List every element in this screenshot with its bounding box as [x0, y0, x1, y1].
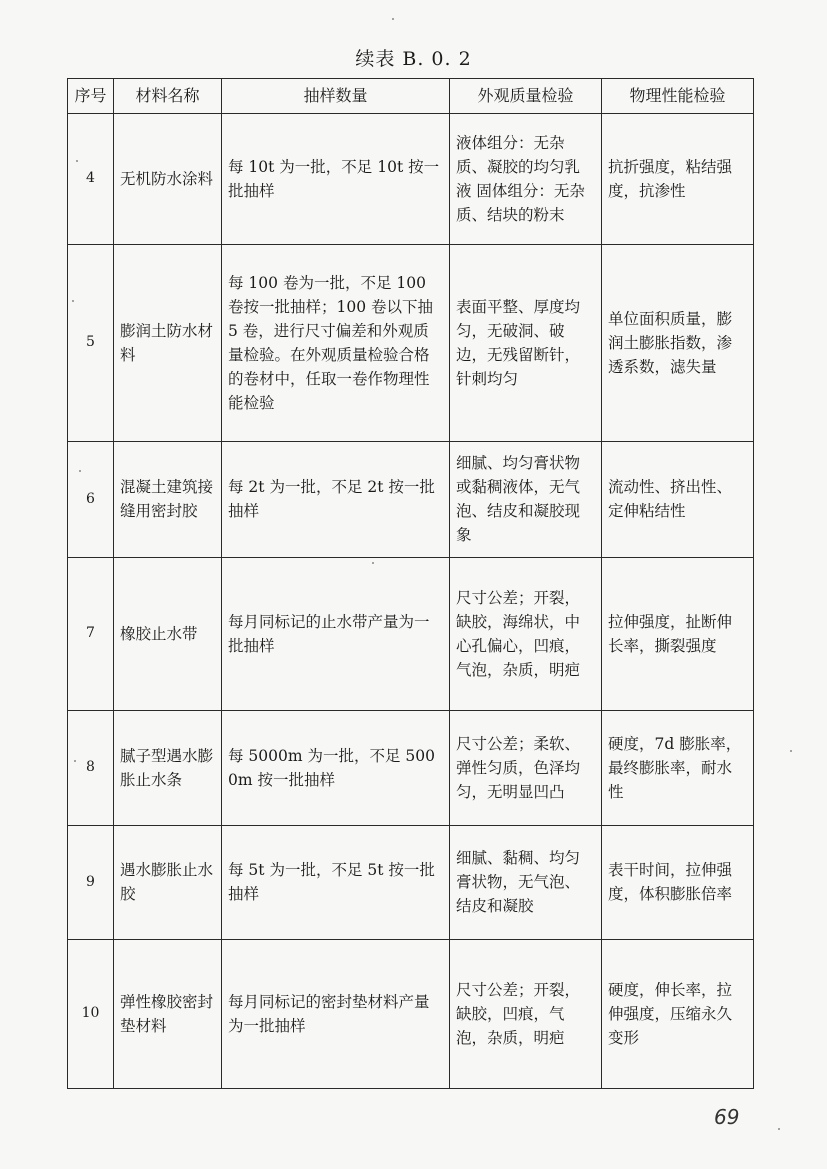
scan-speck	[790, 750, 792, 752]
appearance-inspection: 表面平整、厚度均匀，无破洞、破边，无残留断针，针刺均匀	[450, 244, 602, 441]
scan-speck	[392, 18, 394, 20]
material-name: 无机防水涂料	[114, 114, 222, 245]
header-sampling-quantity: 抽样数量	[222, 79, 450, 114]
appearance-inspection: 尺寸公差；开裂，缺胶，凹痕，气泡，杂质，明疤	[450, 940, 602, 1089]
row-number: 10	[68, 940, 114, 1089]
header-material-name: 材料名称	[114, 79, 222, 114]
material-name: 混凝土建筑接缝用密封胶	[114, 441, 222, 558]
physical-inspection: 硬度，伸长率，拉伸强度，压缩永久变形	[602, 940, 754, 1089]
appearance-inspection: 细腻、黏稠、均匀膏状物，无气泡、结皮和凝胶	[450, 825, 602, 940]
appearance-inspection: 细腻、均匀膏状物或黏稠液体，无气泡、结皮和凝胶现象	[450, 441, 602, 558]
physical-inspection: 抗折强度，粘结强度，抗渗性	[602, 114, 754, 245]
header-no: 序号	[68, 79, 114, 114]
physical-inspection: 流动性、挤出性、定伸粘结性	[602, 441, 754, 558]
sampling-quantity: 每 5000m 为一批，不足 5000m 按一批抽样	[222, 711, 450, 826]
row-number: 9	[68, 825, 114, 940]
sampling-quantity: 每 10t 为一批，不足 10t 按一批抽样	[222, 114, 450, 245]
physical-inspection: 单位面积质量，膨润土膨胀指数，渗透系数，滤失量	[602, 244, 754, 441]
sampling-quantity: 每 5t 为一批，不足 5t 按一批抽样	[222, 825, 450, 940]
table-row	[68, 825, 754, 940]
scan-speck	[372, 562, 374, 564]
scan-speck	[76, 160, 78, 162]
appearance-inspection: 尺寸公差；柔软、弹性匀质，色泽均匀，无明显凹凸	[450, 711, 602, 826]
table-row	[68, 711, 754, 826]
page-number: 69	[714, 1105, 740, 1129]
physical-inspection: 拉伸强度，扯断伸长率，撕裂强度	[602, 558, 754, 711]
appearance-inspection: 尺寸公差；开裂，缺胶，海绵状，中心孔偏心，凹痕，气泡，杂质，明疤	[450, 558, 602, 711]
material-name: 膨润土防水材料	[114, 244, 222, 441]
row-number: 8	[68, 711, 114, 826]
appearance-inspection: 液体组分：无杂质、凝胶的均匀乳液 固体组分：无杂质、结块的粉末	[450, 114, 602, 245]
row-number: 5	[68, 244, 114, 441]
row-number: 4	[68, 114, 114, 245]
material-name: 弹性橡胶密封垫材料	[114, 940, 222, 1089]
sampling-spec-table	[67, 78, 754, 1089]
physical-inspection: 硬度，7d 膨胀率，最终膨胀率，耐水性	[602, 711, 754, 826]
sampling-quantity: 每月同标记的止水带产量为一批抽样	[222, 558, 450, 711]
sampling-quantity: 每 2t 为一批，不足 2t 按一批抽样	[222, 441, 450, 558]
table-row	[68, 558, 754, 711]
header-appearance-inspection: 外观质量检验	[450, 79, 602, 114]
row-number: 7	[68, 558, 114, 711]
scan-speck	[72, 300, 74, 302]
table-row	[68, 244, 754, 441]
sampling-quantity: 每月同标记的密封垫材料产量为一批抽样	[222, 940, 450, 1089]
material-name: 橡胶止水带	[114, 558, 222, 711]
physical-inspection: 表干时间，拉伸强度，体积膨胀倍率	[602, 825, 754, 940]
row-number: 6	[68, 441, 114, 558]
table-row	[68, 940, 754, 1089]
scan-speck	[74, 760, 76, 762]
scan-speck	[778, 1128, 780, 1130]
table-caption: 续表 B. 0. 2	[355, 48, 472, 70]
table-header-row	[68, 79, 754, 114]
scan-speck	[79, 470, 81, 472]
table-row	[68, 441, 754, 558]
material-name: 腻子型遇水膨胀止水条	[114, 711, 222, 826]
material-name: 遇水膨胀止水胶	[114, 825, 222, 940]
sampling-quantity: 每 100 卷为一批，不足 100 卷按一批抽样；100 卷以下抽 5 卷，进行尺寸偏差和外观质量检验。在外观质量检验合格的卷材中，任取一卷作物理性能检验	[222, 244, 450, 441]
header-physical-inspection: 物理性能检验	[602, 79, 754, 114]
table-row	[68, 114, 754, 245]
